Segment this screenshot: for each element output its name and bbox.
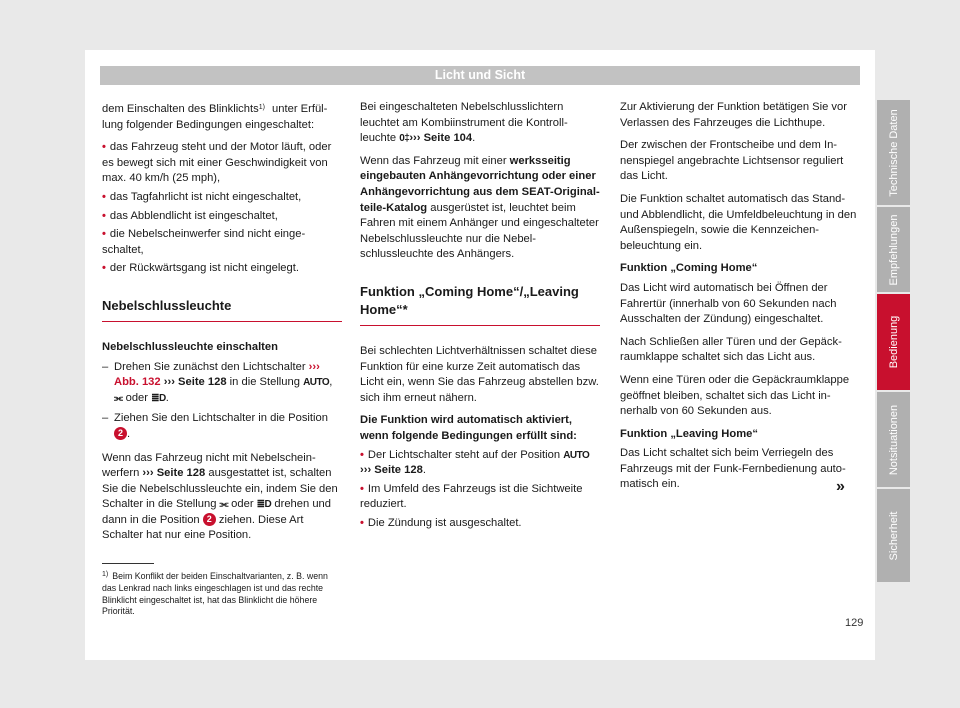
paragraph: Der zwischen der Frontscheibe und dem Innenspiegel angebrachte Lichtsensor reguliert das Licht. <box>620 139 844 183</box>
position-2-badge: 2 <box>114 427 127 440</box>
tab-technische-daten[interactable]: Technische Daten <box>877 100 910 205</box>
bullet-icon: • <box>102 262 106 275</box>
page-link[interactable]: ››› Seite 104 <box>409 132 473 145</box>
bullet-icon: • <box>102 228 106 241</box>
low-beam-icon: ≣D <box>256 499 272 511</box>
page-number: 129 <box>845 617 864 629</box>
tab-notsituationen[interactable]: Notsituationen <box>877 392 910 487</box>
bullet-icon: • <box>360 516 364 529</box>
footnote-divider <box>102 563 154 564</box>
intro-paragraph: dem Einschalten des Blinklichts$^{1)}$ unter Erfüllung folgender Bedingungen eingeschaltet: <box>102 103 328 131</box>
paragraph: Bei eingeschalteten Nebelschlusslichtern leuchtet am Kombiinstrument die Kontrollleuchte 0‡››› Seite 104. <box>360 101 568 145</box>
paragraph: Das Licht wird automatisch bei Öffnen der Fahrertür (innerhalb von 60 Sekunden nach Ausschalten der Zündung) eingeschaltet. <box>620 281 837 326</box>
page-link[interactable]: ››› Seite 128 <box>360 464 423 477</box>
auto-symbol-icon: AUTO <box>303 377 330 389</box>
continue-arrow-icon: » <box>836 478 845 495</box>
parking-light-icon: ⫘ <box>219 499 229 511</box>
list-item: • die Nebelscheinwerfer sind nicht eingeschaltet, <box>102 228 306 256</box>
bullet-icon: • <box>102 209 106 222</box>
page-header-title: Licht und Sicht <box>434 68 526 82</box>
list-item: • Im Umfeld des Fahrzeugs ist die Sichtweite reduziert. <box>360 482 583 511</box>
list-item: – Drehen Sie zunächst den Lichtschalter ››› Abb. 132 ››› Seite 128 in die Stellung AUTO, ⫘ oder ≣D. <box>102 360 333 404</box>
subsection-title: Funktion „Coming Home“ <box>620 262 758 275</box>
footnote: $^{1)}$ Beim Konflikt der beiden Einschaltvarianten, z. B. wenn das Lenkrad nach links eingeschlagen ist und das rechte Blinklicht eingeschaltet ist, hat das Blinklicht die höhere Priorität. <box>102 571 328 617</box>
paragraph: Wenn eine Türen oder die Gepäckraumklappe geöffnet bleiben, schaltet sich das Licht innerhalb von 60 Sekunden aus. <box>620 373 850 418</box>
list-item: • Die Zündung ist ausgeschaltet. <box>360 516 522 529</box>
auto-symbol-icon: AUTO <box>563 449 590 461</box>
list-item: • der Rückwärtsgang ist nicht eingelegt. <box>102 262 299 275</box>
list-item: • Der Lichtschalter steht auf der Position AUTO ››› Seite 128. <box>360 448 590 477</box>
conditions-heading: Die Funktion wird automatisch aktiviert, wenn folgende Bedingungen erfüllt sind: <box>360 414 577 442</box>
page-link[interactable]: ››› Seite 128 <box>160 376 227 389</box>
list-item: – Ziehen Sie den Lichtschalter in die Position 2 . <box>102 412 328 440</box>
list-item: • das Tagfahrlicht ist nicht eingeschaltet, <box>102 190 302 203</box>
figure-link[interactable]: ››› Abb. 132 <box>114 360 320 389</box>
list-item: • das Abblendlicht ist eingeschaltet, <box>102 209 278 222</box>
section-title-nebelschlussleuchte: Nebelschlussleuchte <box>102 291 342 322</box>
paragraph: Wenn das Fahrzeug nicht mit Nebelscheinwerfern ››› Seite 128 ausgestattet ist, schalten Sie die Nebelschlussleuchte ein, indem Sie den Schalter in die Stellung ⫘ oder ≣D drehen und dann in die Position 2 ziehen. Diese Art Schalter hat nur eine Position. <box>102 451 338 542</box>
paragraph: Wenn das Fahrzeug mit einer werksseitig eingebauten Anhängevorrichtung oder einer Anhängevorrichtung aus dem SEAT-Originalteile-Katalog ausgerüstet ist, leuchtet beim Fahren mit einem Anhänger und eingeschalteter Nebelschlussleuchte nur die Nebelschlussleuchte des Anhängers. <box>360 154 600 261</box>
subsection-title: Funktion „Leaving Home“ <box>620 427 758 440</box>
column-3 <box>620 100 860 500</box>
paragraph: Nach Schließen aller Türen und der Gepäckraumklappe schaltet sich das Licht aus. <box>620 335 842 364</box>
footnote-ref[interactable]: 1) <box>258 104 265 111</box>
position-2-badge: 2 <box>203 513 216 526</box>
tab-sicherheit[interactable]: Sicherheit <box>877 489 910 582</box>
section-title-coming-leaving-home: Funktion „Coming Home“/„Leaving Home“* <box>360 277 600 326</box>
bullet-icon: • <box>102 190 106 203</box>
paragraph: Das Licht schaltet sich beim Verriegeln des Fahrzeugs mit der Funk-Fernbedienung automatisch ein. <box>620 447 846 491</box>
bullet-icon: • <box>360 482 364 495</box>
paragraph: Zur Aktivierung der Funktion betätigen Sie vor Verlassen des Fahrzeuges die Lichthupe. <box>620 101 847 129</box>
page-link[interactable]: ››› Seite 128 <box>142 467 206 480</box>
list-item: • das Fahrzeug steht und der Motor läuft, oder es bewegt sich mit einer Geschwindigkeit von max. 40 km/h (25 mph), <box>102 141 332 185</box>
parking-light-icon: ⫘ <box>114 392 123 404</box>
column-2 <box>360 100 600 534</box>
paragraph: Die Funktion schaltet automatisch das Stand- und Abblendlicht, die Umfeldbeleuchtung in den Außenspiegeln, sowie die Kennzeichenbeleuchtung ein. <box>620 192 857 252</box>
column-1 <box>102 100 342 551</box>
low-beam-icon: ≣D <box>151 392 166 404</box>
paragraph: Bei schlechten Lichtverhältnissen schaltet diese Funktion für eine kurze Zeit automatisch das Licht ein, wenn Sie das Fahrzeug abstellen bzw. sich ihm erneut nähern. <box>360 344 599 404</box>
bullet-icon: • <box>360 448 364 461</box>
bullet-icon: • <box>102 141 106 154</box>
tab-empfehlungen[interactable]: Empfehlungen <box>877 207 910 292</box>
tab-bedienung[interactable]: Bedienung <box>877 294 910 390</box>
subsection-title: Nebelschlussleuchte einschalten <box>102 340 278 353</box>
fog-light-warning-icon: 0‡ <box>399 133 410 145</box>
